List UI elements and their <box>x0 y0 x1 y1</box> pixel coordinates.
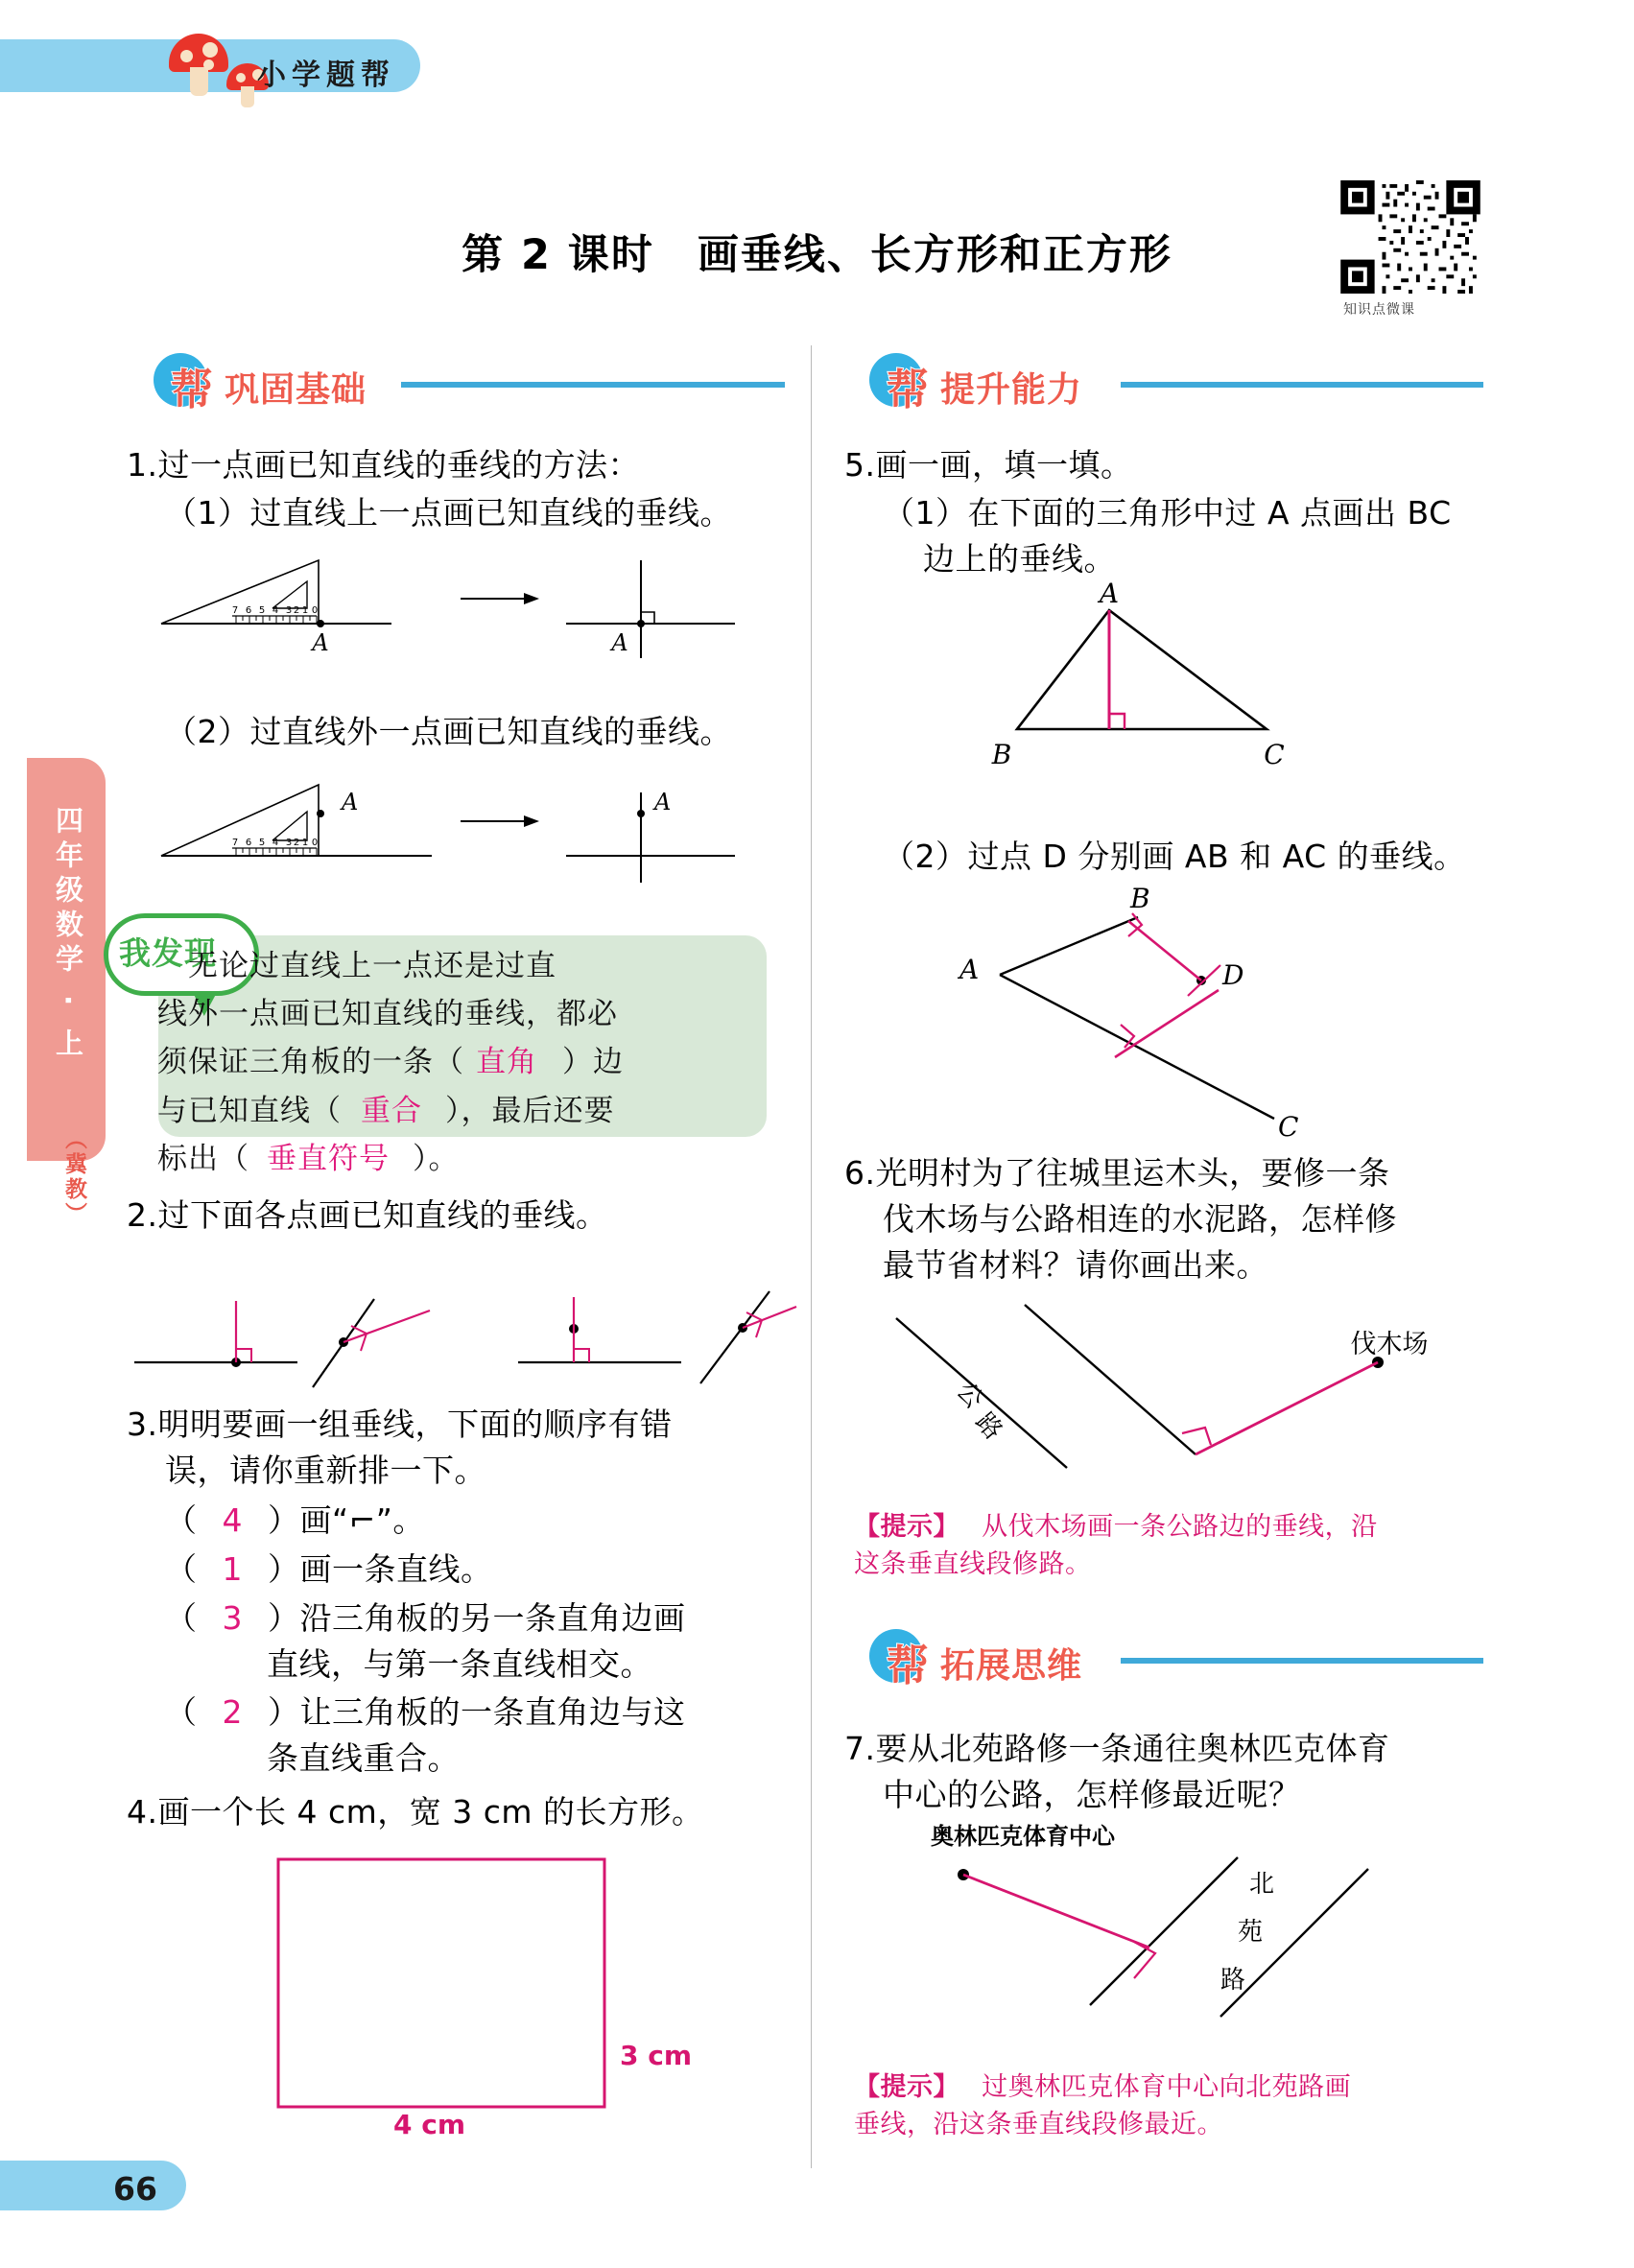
page-footer-strip <box>0 2161 92 2210</box>
q6-hint <box>854 1508 1506 1583</box>
q6-hint-line1: 从伐木场画一条公路边的垂线，沿 <box>982 1512 1378 1542</box>
q3-answer-3[interactable]: 3 <box>222 1599 243 1637</box>
q7-road-diagram <box>921 1823 1497 2053</box>
section-rule <box>1121 382 1483 388</box>
q1-sub2: （2）过直线外一点画已知直线的垂线。 <box>165 713 732 750</box>
q2-stem: 2.过下面各点画已知直线的垂线。 <box>127 1196 608 1234</box>
discovery-text <box>157 942 779 1183</box>
svg-text:C: C <box>1264 739 1285 770</box>
svg-text:2: 2 <box>293 838 300 848</box>
svg-text:B: B <box>1130 883 1150 914</box>
sidebar-edition-label: （冀教） <box>61 1127 86 1227</box>
svg-text:伐木场: 伐木场 <box>1350 1330 1429 1359</box>
section-bang-glyph: 帮 <box>887 366 929 414</box>
q7-hint-line2: 垂线，沿这条垂直线段修最近。 <box>854 2110 1223 2140</box>
q7-hint-tag: 【提示】 <box>854 2072 959 2102</box>
section-label-basics: 巩固基础 <box>225 370 367 410</box>
q3-stem-line2: 误，请你重新排一下。 <box>165 1452 486 1489</box>
q3-item: （ 2 ）让三角板的一条直角边与这 <box>165 1693 686 1731</box>
svg-text:A: A <box>611 629 628 656</box>
q3-item: （ 4 ）画“⌐”。 <box>165 1501 425 1539</box>
q5-stem: 5.画一画，填一填。 <box>844 446 1133 484</box>
q6-stem-line1: 6.光明村为了往城里运木头，要修一条 <box>844 1154 1390 1192</box>
svg-text:5: 5 <box>258 605 266 616</box>
svg-text:6: 6 <box>245 605 252 616</box>
svg-text:4 cm: 4 cm <box>393 2109 466 2140</box>
section-header-extend <box>869 1629 1483 1690</box>
q5-triangle-diagram <box>921 578 1324 777</box>
svg-text:奥林匹克体育中心: 奥林匹克体育中心 <box>931 1823 1115 1850</box>
svg-text:4: 4 <box>272 838 279 848</box>
page-title: 第 2 课时 画垂线、长方形和正方形 <box>462 231 1172 279</box>
q1-sub1: （1）过直线上一点画已知直线的垂线。 <box>165 494 732 532</box>
qr-code[interactable] <box>1339 180 1481 294</box>
svg-text:2: 2 <box>293 605 300 616</box>
svg-text:公: 公 <box>950 1377 989 1415</box>
svg-text:路: 路 <box>1220 1966 1246 1995</box>
q7-stem-line2: 中心的公路，怎样修最近呢？ <box>883 1776 1301 1813</box>
svg-text:1: 1 <box>301 605 309 616</box>
section-rule <box>1121 1658 1483 1664</box>
q7-stem-line1: 7.要从北苑路修一条通往奥林匹克体育 <box>844 1730 1390 1767</box>
q1-diagram-off-line <box>144 768 777 883</box>
mushroom-dot <box>203 59 214 70</box>
svg-text:0: 0 <box>311 838 319 848</box>
section-header-basics <box>154 353 787 414</box>
mushroom-dot <box>180 50 193 62</box>
q7-hint <box>854 2068 1506 2143</box>
discovery-line3-pre: 须保证三角板的一条（ <box>157 1045 464 1080</box>
q3-answer-1[interactable]: 4 <box>222 1501 243 1539</box>
q3-item-cont: 直线，与第一条直线相交。 <box>267 1645 652 1683</box>
svg-text:6: 6 <box>245 838 252 848</box>
section-label-extend: 拓展思维 <box>940 1646 1083 1686</box>
q3-item-text-3: 沿三角板的另一条直角边画 <box>299 1599 686 1637</box>
svg-text:1: 1 <box>301 838 309 848</box>
q5-sub1-line1: （1）在下面的三角形中过 A 点画出 BC <box>883 494 1452 532</box>
section-rule <box>401 382 785 388</box>
svg-text:0: 0 <box>311 605 319 616</box>
q1-diagram-on-line <box>144 555 777 658</box>
svg-text:3: 3 <box>285 838 293 848</box>
discovery-blank1[interactable]: 直角 <box>476 1045 537 1080</box>
q3-item-cont: 条直线重合。 <box>267 1739 460 1777</box>
discovery-line4-post: ），最后还要 <box>445 1093 615 1128</box>
column-divider <box>811 345 812 2168</box>
svg-text:B: B <box>991 739 1012 770</box>
q5-sub2: （2）过点 D 分别画 AB 和 AC 的垂线。 <box>883 838 1466 875</box>
q2-diagrams <box>125 1266 787 1391</box>
svg-text:A: A <box>654 789 672 815</box>
q6-hint-line2: 这条垂直线段修路。 <box>854 1549 1092 1580</box>
mushroom-large-stem-icon <box>190 67 208 96</box>
section-header-improve <box>869 353 1483 414</box>
svg-text:7: 7 <box>231 605 239 616</box>
q3-item: （ 1 ）画一条直线。 <box>165 1550 493 1588</box>
svg-text:苑: 苑 <box>1238 1918 1264 1947</box>
svg-text:D: D <box>1222 959 1244 991</box>
discovery-blank2[interactable]: 重合 <box>361 1093 422 1128</box>
q3-stem-line1: 3.明明要画一组垂线，下面的顺序有错 <box>127 1406 673 1443</box>
section-label-improve: 提升能力 <box>940 370 1083 410</box>
svg-text:5: 5 <box>258 838 266 848</box>
page-number: 66 <box>113 2170 157 2208</box>
svg-text:A: A <box>342 789 359 815</box>
svg-text:北: 北 <box>1249 1870 1275 1899</box>
discovery-line5-pre: 标出（ <box>157 1141 249 1176</box>
svg-text:4: 4 <box>272 605 279 616</box>
section-bang-glyph: 帮 <box>171 366 213 414</box>
q3-item-text-2: 画一条直线。 <box>299 1550 493 1588</box>
discovery-line4-pre: 与已知直线（ <box>157 1093 342 1128</box>
q4-stem: 4.画一个长 4 cm，宽 3 cm 的长方形。 <box>127 1793 704 1831</box>
svg-text:7: 7 <box>231 838 239 848</box>
qr-caption: 知识点微课 <box>1343 302 1415 318</box>
svg-text:A: A <box>959 954 980 985</box>
q3-item: （ 3 ）沿三角板的另一条直角边画 <box>165 1599 686 1637</box>
q6-stem-line3: 最节省材料？请你画出来。 <box>883 1246 1268 1284</box>
q3-answer-2[interactable]: 1 <box>222 1550 243 1588</box>
brand-title: 小学题帮 <box>257 59 395 92</box>
discovery-blank3[interactable]: 垂直符号 <box>267 1141 390 1176</box>
q7-hint-line1: 过奥林匹克体育中心向北苑路画 <box>982 2072 1352 2102</box>
mushroom-dot <box>202 42 218 58</box>
discovery-line1: 无论过直线上一点还是过直 <box>188 949 557 983</box>
svg-text:路: 路 <box>969 1407 1008 1446</box>
q3-item-text-1: 画“⌐”。 <box>299 1501 425 1539</box>
section-bang-glyph: 帮 <box>887 1642 929 1690</box>
discovery-line5-post: ）。 <box>413 1141 460 1176</box>
q5-sub1-line2: 边上的垂线。 <box>923 540 1116 578</box>
q5-quad-diagram <box>940 883 1353 1151</box>
q1-stem: 1.过一点画已知直线的垂线的方法： <box>127 446 640 484</box>
discovery-bubble-label: 我发现 <box>119 934 217 972</box>
svg-text:3 cm: 3 cm <box>620 2040 693 2071</box>
discovery-line3-post: ）边 <box>562 1045 624 1080</box>
q6-road-diagram <box>864 1299 1497 1481</box>
sidebar-subject-label: 四年级数学 · 上 <box>52 806 84 1064</box>
discovery-line2: 线外一点画已知直线的垂线，都必 <box>157 997 618 1032</box>
svg-text:3: 3 <box>285 605 293 616</box>
svg-text:C: C <box>1278 1111 1299 1143</box>
q6-stem-line2: 伐木场与公路相连的水泥路，怎样修 <box>883 1200 1397 1238</box>
svg-text:A: A <box>1099 578 1120 609</box>
q6-hint-tag: 【提示】 <box>854 1512 959 1542</box>
q3-item-text-4: 让三角板的一条直角边与这 <box>299 1693 686 1731</box>
q4-rectangle-diagram <box>269 1850 693 2140</box>
q3-answer-4[interactable]: 2 <box>222 1693 243 1731</box>
svg-text:A: A <box>312 629 329 656</box>
mushroom-dot <box>236 73 246 83</box>
mushroom-small-stem-icon <box>241 86 254 107</box>
